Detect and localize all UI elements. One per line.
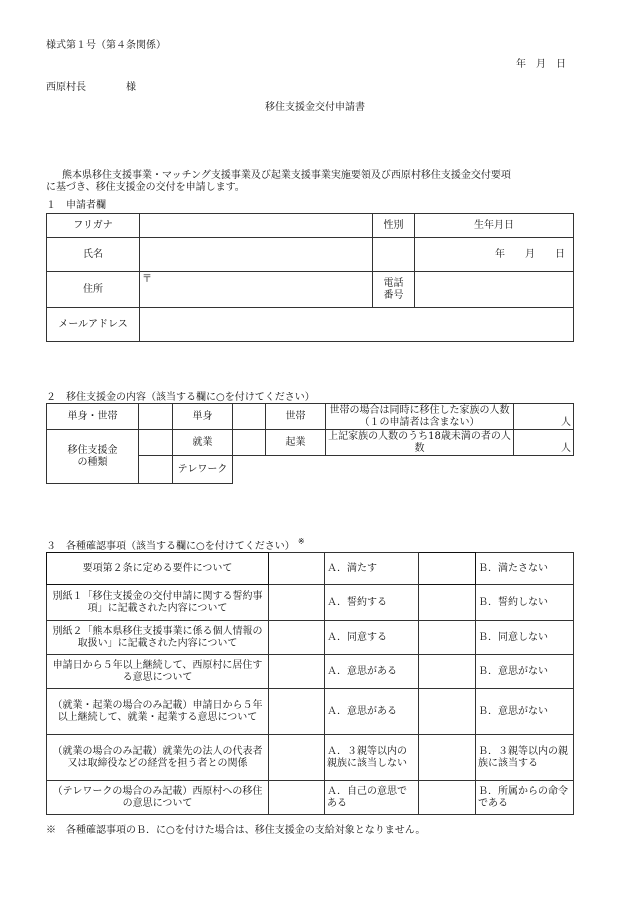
confirmation-item: （就業の場合のみ記載）就業先の法人の代表者又は取締役などの経営を担う者との関係 [47,735,269,781]
confirmation-row [47,655,574,689]
applicant-table [46,213,574,342]
option-b-mark-cell[interactable] [419,585,476,621]
option-a-mark-cell[interactable] [269,553,325,585]
option-a-label: Ａ．同意する [325,621,419,655]
option-b-label: Ｂ．意思がない [476,655,574,689]
single-household-label: 単身・世帯 [47,404,139,430]
name-field[interactable] [140,238,373,272]
address-label: 住所 [47,272,140,308]
household-label: 世帯 [266,404,326,430]
option-a-mark-cell[interactable] [269,735,325,781]
option-a-label: Ａ．誓約する [325,585,419,621]
subsidy-type-label: 移住支援金 の種類 [47,430,139,484]
option-b-label: Ｂ．意思がない [476,689,574,735]
confirmation-row [47,735,574,781]
option-b-mark-cell[interactable] [419,655,476,689]
option-b-mark-cell[interactable] [419,621,476,655]
birthdate-field[interactable]: 年 月 日 [415,238,574,272]
confirmation-table [46,552,574,815]
single-mark-cell[interactable] [139,404,173,430]
furigana-field[interactable] [140,214,373,238]
option-b-mark-cell[interactable] [419,781,476,815]
birthdate-label: 生年月日 [415,214,574,238]
section3-heading: ３ 各種確認事項（該当する欄に○を付けてください） ※ [46,537,305,552]
option-a-label: Ａ．意思がある [325,689,419,735]
telework-label: テレワーク [173,456,233,484]
telework-mark-cell[interactable] [139,456,173,484]
furigana-label: フリガナ [47,214,140,238]
option-b-mark-cell[interactable] [419,735,476,781]
option-b-mark-cell[interactable] [419,553,476,585]
option-a-label: Ａ．意思がある [325,655,419,689]
confirmation-row [47,621,574,655]
option-b-label: Ｂ．所属からの命令である [476,781,574,815]
option-a-label: Ａ．自己の意思である [325,781,419,815]
option-a-label: Ａ．満たす [325,553,419,585]
section3-footnote: ※ 各種確認事項のＢ．に○を付けた場合は、移住支援金の支給対象となりません。 [46,825,426,836]
confirmation-item: 申請日から５年以上継続して、西原村に居住する意思について [47,655,269,689]
option-b-label: Ｂ．３親等以内の親族に該当する [476,735,574,781]
confirmation-row [47,781,574,815]
option-a-mark-cell[interactable] [269,689,325,735]
under18-count-note: 上記家族の人数のうち18歳未満の者の人数 [326,430,514,456]
addressee-honorific: 様 [126,82,136,93]
section2-heading: ２ 移住支援金の内容（該当する欄に○を付けてください） [46,392,315,403]
option-a-mark-cell[interactable] [269,585,325,621]
gender-field[interactable] [373,238,415,272]
email-label: メールアドレス [47,308,140,342]
option-a-mark-cell[interactable] [269,621,325,655]
confirmation-row [47,585,574,621]
option-b-label: Ｂ．同意しない [476,621,574,655]
employment-label: 就業 [173,430,233,456]
section1-heading: １ 申請者欄 [46,200,106,211]
confirmation-item: （テレワークの場合のみ記載）西原村への移住の意思について [47,781,269,815]
startup-mark-cell[interactable] [233,430,266,456]
confirmation-row [47,553,574,585]
confirmation-item: （就業・起業の場合のみ記載）申請日から５年以上継続して、就業・起業する意思について [47,689,269,735]
household-count-field[interactable]: 人 [514,404,574,430]
option-a-mark-cell[interactable] [269,655,325,689]
form-number: 様式第１号（第４条関係） [46,40,166,51]
under18-count-field[interactable]: 人 [514,430,574,456]
gender-label: 性別 [373,214,415,238]
option-b-label: Ｂ．誓約しない [476,585,574,621]
option-a-label: Ａ．３親等以内の親族に該当しない [325,735,419,781]
section3-heading-mark: ※ [297,537,305,546]
confirmation-item: 別紙１「移住支援金の交付申請に関する誓約事項」に記載された内容について [47,585,269,621]
option-b-mark-cell[interactable] [419,689,476,735]
postal-mark: 〒 [142,274,152,285]
phone-label: 電話 番号 [373,272,415,308]
subsidy-content-table [46,403,574,484]
employment-mark-cell[interactable] [139,430,173,456]
addressee-name: 西原村長 [46,82,86,93]
confirmation-item: 要項第２条に定める要件について [47,553,269,585]
household-count-note: 世帯の場合は同時に移住した家族の人数（１の申請者は含まない） [326,404,514,430]
page-title: 移住支援金交付申請書 [265,102,365,113]
household-mark-cell[interactable] [233,404,266,430]
name-label: 氏名 [47,238,140,272]
address-field[interactable] [140,272,373,308]
intro-line-1: 熊本県移住支援事業・マッチング支援事業及び起業支援事業実施要領及び西原村移住支援金交付要項 [62,170,511,181]
startup-label: 起業 [266,430,326,456]
phone-field[interactable] [415,272,574,308]
option-b-label: Ｂ．満たさない [476,553,574,585]
confirmation-row [47,689,574,735]
confirmation-item: 別紙２「熊本県移住支援事業に係る個人情報の取扱い」に記載された内容について [47,621,269,655]
date-line: 年 月 日 [516,59,566,70]
email-field[interactable] [140,308,574,342]
single-label: 単身 [173,404,233,430]
intro-line-2: に基づき、移住支援金の交付を申請します。 [46,182,245,193]
option-a-mark-cell[interactable] [269,781,325,815]
